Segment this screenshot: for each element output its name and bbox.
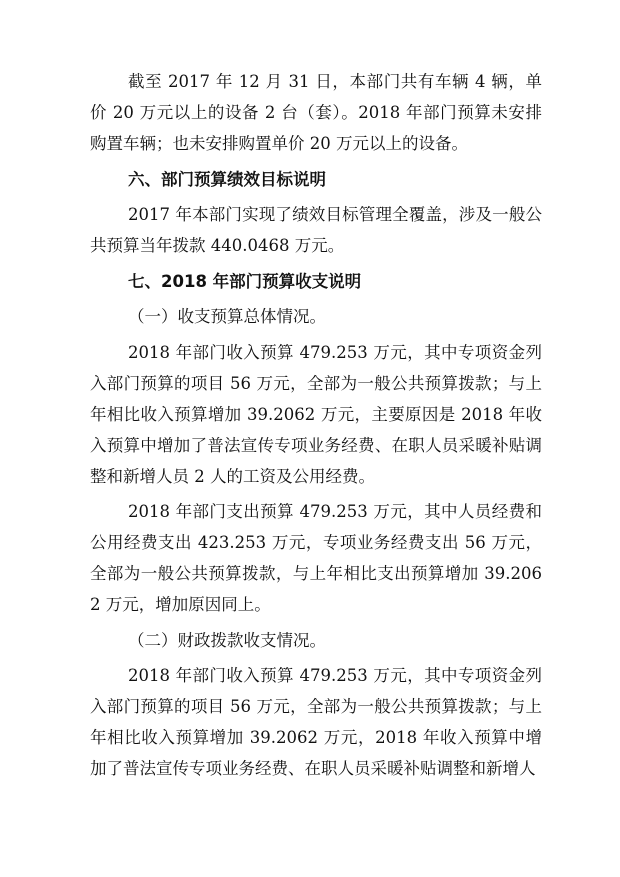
paragraph-income-budget: 2018 年部门收入预算 479.253 万元，其中专项资金列入部门预算的项目 56 万元，全部为一般公共预算拨款；与上年相比收入预算增加 39.2062 万元，主要原因是 2018 年收入预算中增加了普法宣传专项业务经费、在职人员采暖补贴调整和新增人员 2 人的工资及公用经费。 [90, 342, 542, 486]
document-body [90, 66, 542, 789]
subheading-fiscal-appropriation: （二）财政拨款收支情况。 [128, 630, 326, 650]
paragraph-expense-budget: 2018 年部门支出预算 479.253 万元，其中人员经费和公用经费支出 423.253 万元，专项业务经费支出 56 万元，全部为一般公共预算拨款，与上年相比支出预算增加 39.2062 万元，增加原因同上。 [90, 502, 542, 614]
paragraph-performance: 2017 年本部门实现了绩效目标管理全覆盖，涉及一般公共预算当年拨款 440.0468 万元。 [90, 205, 542, 255]
paragraph-vehicles: 截至 2017 年 12 月 31 日，本部门共有车辆 4 辆，单价 20 万元以上的设备 2 台（套）。2018 年部门预算未安排购置车辆；也未安排购置单价 20 万元以上的设备。 [90, 72, 542, 153]
section-heading-performance-goals: 六、部门预算绩效目标说明 [128, 169, 326, 189]
section-heading-budget-explanation: 七、2018 年部门预算收支说明 [128, 271, 362, 291]
paragraph-fiscal-income: 2018 年部门收入预算 479.253 万元，其中专项资金列入部门预算的项目 56 万元，全部为一般公共预算拨款；与上年相比收入预算增加 39.2062 万元，2018 年收入预算中增加了普法宣传专项业务经费、在职人员采暖补贴调整和新增人 [90, 666, 542, 778]
subheading-overall-budget: （一）收支预算总体情况。 [128, 307, 326, 326]
